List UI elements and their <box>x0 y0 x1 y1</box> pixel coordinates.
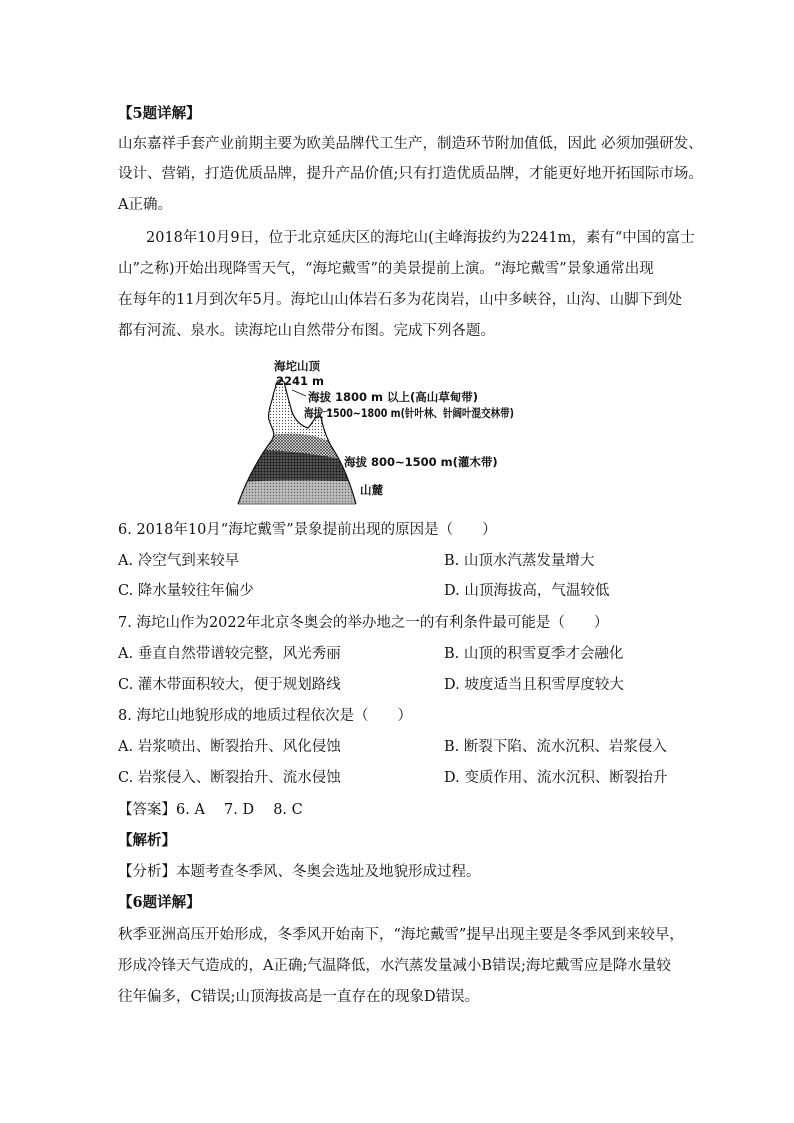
option-d: D. 变质作用、流水沉积、断裂抬升 <box>444 770 668 786</box>
zone3-label: 海拔 800~1500 m(灌木带) <box>344 455 498 469</box>
section5-heading: 【5题详解】 <box>118 105 201 122</box>
option-b: B. 山顶水汽蒸发量增大 <box>444 553 595 569</box>
zone1-label: 海拔 1800 m 以上(高山草甸带) <box>308 390 479 404</box>
section6-line: 形成冷锋天气造成的，A正确;气温降低，水汽蒸发量减小B错误;海坨戴雪应是降水量较 <box>118 958 671 974</box>
option-a: A. 冷空气到来较早 <box>118 553 240 569</box>
summit-elevation: 2241 m <box>276 374 324 388</box>
passage-line: 山”之称)开始出现降雪天气，“海坨戴雪”的美景提前上演。“海坨戴雪”景象通常出现 <box>118 261 654 277</box>
analysis-summary: 【分析】本题考查冬季风、冬奥会选址及地貌形成过程。 <box>118 864 481 880</box>
question-stem: 8. 海坨山地貌形成的地质过程依次是（ ） <box>118 708 412 724</box>
option-d: D. 坡度适当且积雪厚度较大 <box>444 677 624 693</box>
answer-line: 【答案】6. A 7. D 8. C <box>118 802 303 818</box>
option-c: C. 岩浆侵入、断裂抬升、流水侵蚀 <box>118 770 341 786</box>
option-c: C. 灌木带面积较大，便于规划路线 <box>118 677 341 693</box>
section6-line: 往年偏多，C错误;山顶海拔高是一直存在的现象D错误。 <box>118 989 480 1005</box>
section5-line: A正确。 <box>118 197 172 213</box>
section6-line: 秋季亚洲高压开始形成，冬季风开始南下，“海坨戴雪”提早出现主要是冬季风到来较早， <box>118 927 684 943</box>
passage-line: 在每年的11月到次年5月。海坨山山体岩石多为花岗岩，山中多峡谷，山沟、山脚下到处 <box>118 292 683 308</box>
zone4-label: 山麓 <box>360 483 383 497</box>
option-a: A. 垂直自然带谱较完整，风光秀丽 <box>118 646 341 662</box>
option-b: B. 山顶的积雪夏季才会融化 <box>444 646 624 662</box>
section5-line: 设计、营销，打造优质品牌，提升产品价值;只有打造优质品牌，才能更好地开拓国际市场。 <box>118 166 703 182</box>
option-b: B. 断裂下陷、流水沉积、岩浆侵入 <box>444 739 667 755</box>
zone2-label: 海拔 1500~1800 m(针叶林、针阔叶混交林带) <box>304 406 514 420</box>
option-a: A. 岩浆喷出、断裂抬升、风化侵蚀 <box>118 739 341 755</box>
question-stem: 7. 海坨山作为2022年北京冬奥会的举办地之一的有利条件最可能是（ ） <box>118 615 609 631</box>
question-stem: 6. 2018年10月“海坨戴雪”景象提前出现的原因是（ ） <box>118 522 497 538</box>
summit-label: 海坨山顶 <box>274 359 320 373</box>
option-c: C. 降水量较往年偏少 <box>118 583 254 599</box>
analysis-heading: 【解析】 <box>118 832 176 849</box>
section5-line: 山东嘉祥手套产业前期主要为欧美品牌代工生产，制造环节附加值低，因此 必须加强研发、 <box>118 136 703 152</box>
mountain-zone-figure <box>236 356 516 508</box>
passage-line: 2018年10月9日，位于北京延庆区的海坨山(主峰海拔约为2241m，素有“中国的富士 <box>146 230 695 246</box>
section6-heading: 【6题详解】 <box>118 894 201 911</box>
passage-line: 都有河流、泉水。读海坨山自然带分布图。完成下列各题。 <box>118 323 495 339</box>
option-d: D. 山顶海拔高，气温较低 <box>444 583 610 599</box>
leader-line <box>292 390 306 396</box>
